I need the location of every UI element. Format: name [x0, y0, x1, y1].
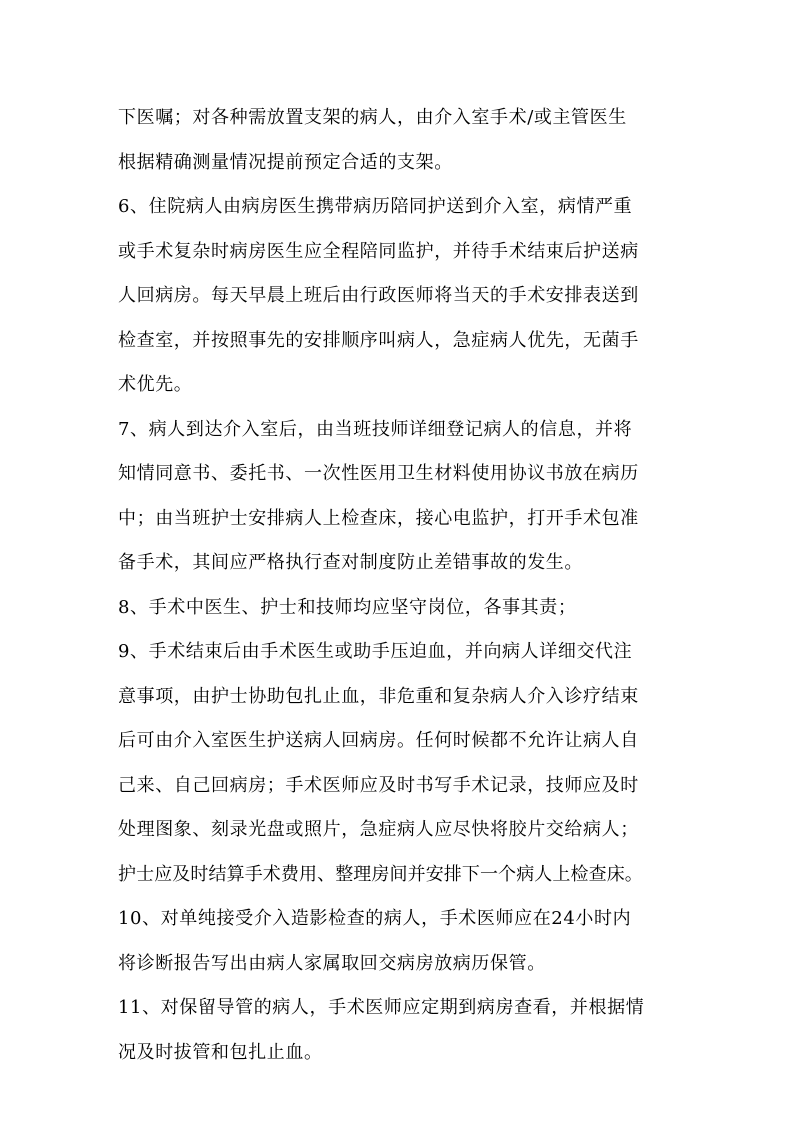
- text-line: 下医嘱；对各种需放置支架的病人，由介入室手术/或主管医生: [118, 107, 627, 128]
- text-line: 备手术，其间应严格执行查对制度防止差错事故的发生。: [118, 552, 583, 573]
- text-line: 或手术复杂时病房医生应全程陪同监护，并待手术结束后护送病: [118, 240, 639, 262]
- text-line: 将诊断报告写出由病人家属取回交病房放病历保管。: [118, 952, 546, 974]
- document-page: [118, 96, 678, 1075]
- text-line: 己来、自己回病房；手术医师应及时书写手术记录，技师应及时: [118, 774, 639, 796]
- text-line: 9、手术结束后由手术医生或助手压迫血，并向病人详细交代注: [118, 641, 633, 662]
- text-line: 人回病房。每天早晨上班后由行政医师将当天的手术安排表送到: [118, 285, 639, 306]
- text-line: 8、手术中医生、护士和技师均应坚守岗位，各事其责；: [118, 596, 577, 618]
- text-line: 护士应及时结算手术费用、整理房间并安排下一个病人上检查床。: [118, 863, 643, 885]
- text-line: 后可由介入室医生护送病人回病房。任何时候都不允许让病人自: [118, 730, 639, 751]
- text-line: 意事项，由护士协助包扎止血，非危重和复杂病人介入诊疗结束: [118, 685, 639, 707]
- text-line: 6、住院病人由病房医生携带病历陪同护送到介入室，病情严重: [118, 196, 633, 217]
- text-line: 10、对单纯接受介入造影检查的病人，手术医师应在24小时内: [118, 908, 632, 929]
- text-line: 处理图象、刻录光盘或照片，急症病人应尽快将胶片交给病人；: [118, 819, 639, 840]
- text-line: 术优先。: [118, 374, 193, 395]
- text-line: 7、病人到达介入室后，由当班技师详细登记病人的信息，并将: [118, 418, 633, 440]
- text-line: 11、对保留导管的病人，手术医师应定期到病房查看，并根据情: [118, 997, 645, 1018]
- text-line: 根据精确测量情况提前预定合适的支架。: [118, 151, 453, 173]
- text-line: 中；由当班护士安排病人上检查床，接心电监护，打开手术包准: [118, 507, 639, 529]
- text-line: 知情同意书、委托书、一次性医用卫生材料使用协议书放在病历: [118, 463, 639, 484]
- text-line: 检查室，并按照事先的安排顺序叫病人，急症病人优先，无菌手: [118, 329, 639, 351]
- text-line: 况及时拔管和包扎止血。: [118, 1041, 323, 1063]
